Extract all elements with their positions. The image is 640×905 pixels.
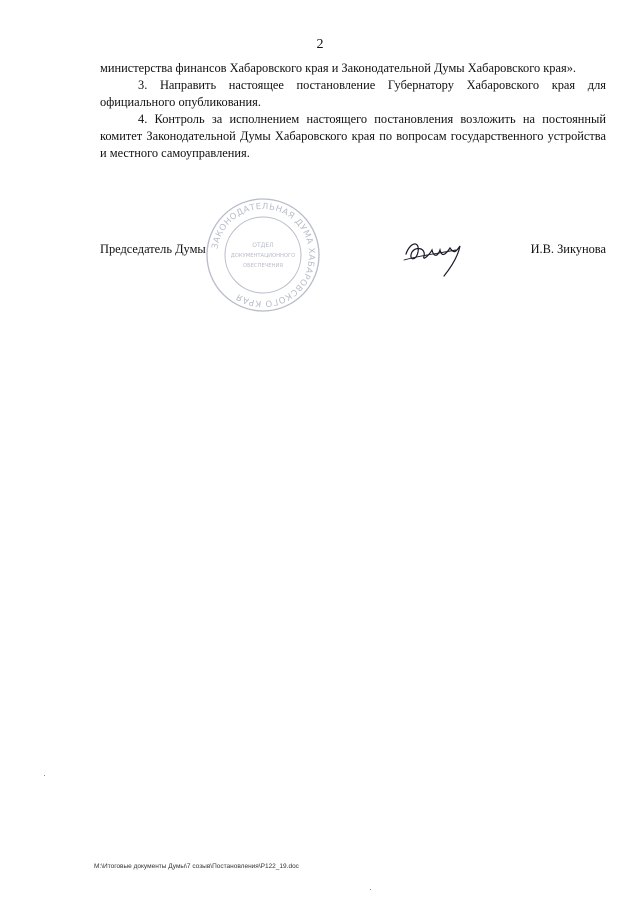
paragraph-item-4: 4. Контроль за исполнением настоящего постановления возложить на постоянный комитет Законодательной Думы Хабаровского края по вопросам государственного устройства и местного самоуправления. [100, 112, 606, 160]
svg-text:ДОКУМЕНТАЦИОННОГО: ДОКУМЕНТАЦИОННОГО [230, 253, 296, 259]
page-number: 2 [316, 37, 324, 52]
paragraph-item-3: 3. Направить настоящее постановление Губернатору Хабаровского края для официального опубликования. [100, 78, 606, 109]
paragraph-continuation: министерства финансов Хабаровского края и Законодательной Думы Хабаровского края». [100, 61, 576, 75]
signatory-title: Председатель Думы [100, 242, 206, 256]
handwritten-signature [400, 232, 465, 282]
footer-file-path: М:\Итоговые документы Думы\7 созыв\Постановления\Р122_19.doc [94, 863, 299, 870]
scan-speck [44, 775, 45, 776]
signatory-name: И.В. Зикунова [530, 242, 606, 256]
scan-speck [370, 889, 371, 890]
signature-block [100, 201, 606, 320]
svg-text:ЗАКОНОДАТЕЛЬНАЯ ДУМА ХАБАРОВСК: ЗАКОНОДАТЕЛЬНАЯ ДУМА ХАБАРОВСКОГО КРАЯ [210, 201, 317, 309]
svg-text:ОТДЕЛ: ОТДЕЛ [252, 242, 274, 249]
document-body [100, 60, 606, 162]
svg-text:ОБЕСПЕЧЕНИЯ: ОБЕСПЕЧЕНИЯ [243, 263, 283, 269]
official-seal-stamp [203, 195, 323, 315]
